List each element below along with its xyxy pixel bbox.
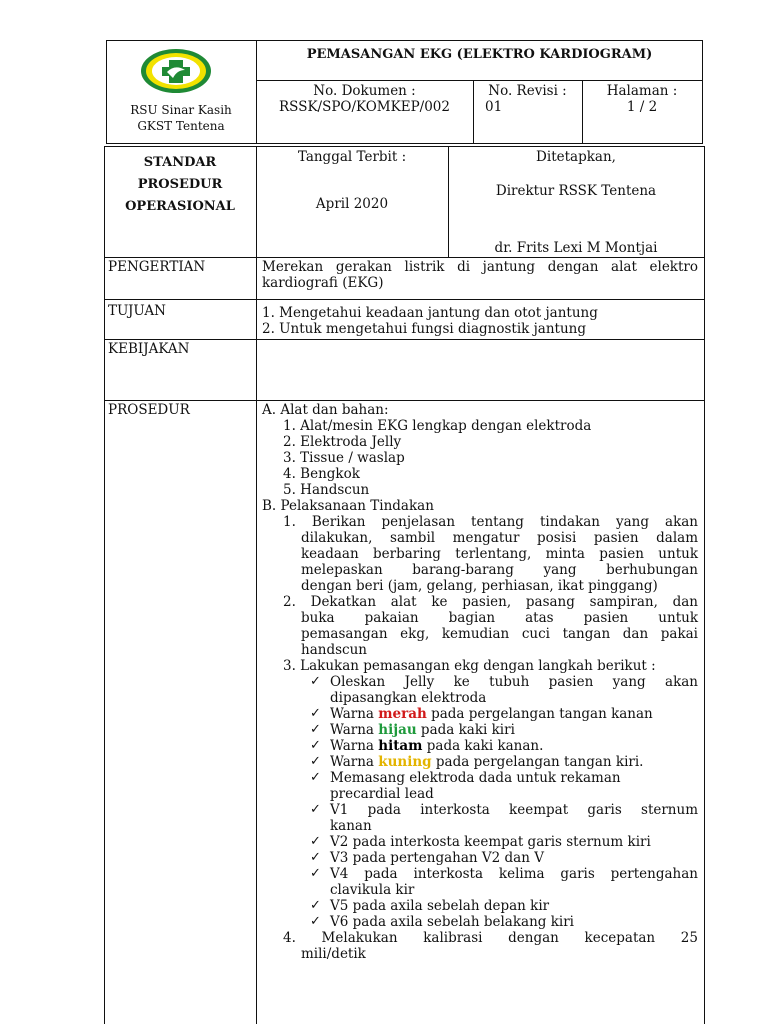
tool-item: 5. Handscun	[283, 482, 370, 498]
main-top-border	[104, 146, 705, 147]
substep-red: Warna merah pada pergelangan tangan kanan	[330, 706, 653, 722]
hospital-name: RSU Sinar Kasih	[130, 103, 232, 117]
header-top-border	[106, 40, 703, 41]
substep-v6: V6 pada axila sebelah belakang kiri	[330, 914, 574, 930]
tujuan-item: 2. Untuk mengetahui fungsi diagnostik jantung	[262, 321, 586, 337]
director-title: Direktur RSSK Tentena	[495, 183, 657, 199]
row-border-kebijakan	[104, 339, 705, 340]
established-label: Ditetapkan,	[536, 149, 616, 165]
check-icon: ✓	[310, 770, 321, 785]
check-icon: ✓	[310, 674, 321, 689]
substep-green: Warna hijau pada kaki kiri	[330, 722, 515, 738]
issue-date-value: April 2020	[315, 196, 389, 212]
step4-line: 4. Melakukan kalibrasi dengan kecepatan 25	[283, 930, 698, 946]
substep-chest-cont: precardial lead	[330, 786, 434, 802]
header-mid-border	[256, 80, 703, 81]
prosedur-label: PROSEDUR	[108, 402, 190, 418]
kebijakan-label: KEBIJAKAN	[108, 341, 190, 357]
sop-label-line1: STANDAR	[143, 155, 217, 170]
main-col-divider	[256, 146, 257, 1024]
doc-number-value: RSSK/SPO/KOMKEP/002	[279, 99, 450, 115]
check-icon: ✓	[310, 834, 321, 849]
tool-item: 1. Alat/mesin EKG lengkap dengan elektroda	[283, 418, 592, 434]
substep-v4-cont: clavikula kir	[330, 882, 415, 898]
sop-label-line3: OPERASIONAL	[125, 199, 235, 214]
header-bottom-border	[106, 143, 703, 144]
check-icon: ✓	[310, 706, 321, 721]
check-icon: ✓	[310, 898, 321, 913]
row-border-prosedur	[104, 400, 705, 401]
check-icon: ✓	[310, 722, 321, 737]
check-icon: ✓	[310, 802, 321, 817]
step4-line-cont: mili/detik	[301, 946, 366, 962]
section-b-title: B. Pelaksanaan Tindakan	[262, 498, 434, 514]
substep-v2: V2 pada interkosta keempat garis sternum kiri	[330, 834, 651, 850]
document-title: PEMASANGAN EKG (ELEKTRO KARDIOGRAM)	[306, 47, 653, 62]
tujuan-item: 1. Mengetahui keadaan jantung dan otot jantung	[262, 305, 598, 321]
step1-line: keadaan berbaring terlentang, minta pasien untuk	[301, 546, 698, 562]
step2-line: handscun	[301, 642, 367, 658]
substep-v1: V1 pada interkosta keempat garis sternum	[330, 802, 698, 818]
tool-item: 3. Tissue / waslap	[283, 450, 405, 466]
revision-value: 01	[485, 99, 503, 115]
main-left-border	[104, 146, 105, 1024]
step1-line: 1. Berikan penjelasan tentang tindakan yang akan	[283, 514, 698, 530]
revision-label: No. Revisi :	[488, 83, 567, 99]
check-icon: ✓	[310, 738, 321, 753]
substep-v5: V5 pada axila sebelah depan kir	[330, 898, 550, 914]
tool-item: 4. Bengkok	[283, 466, 360, 482]
substep-v4: V4 pada interkosta kelima garis pertengahan	[330, 866, 698, 882]
step2-line: 2. Dekatkan alat ke pasien, pasang sampiran, dan	[283, 594, 698, 610]
hospital-logo	[139, 48, 213, 94]
section-a-title: A. Alat dan bahan:	[262, 402, 389, 418]
pengertian-line2: kardiografi (EKG)	[262, 275, 384, 291]
substep-yellow: Warna kuning pada pergelangan tangan kiri.	[330, 754, 644, 770]
row-border-tujuan	[104, 299, 705, 300]
check-icon: ✓	[310, 850, 321, 865]
substep-v3: V3 pada pertengahan V2 dan V	[330, 850, 544, 866]
substep-jelly-cont: dipasangkan elektroda	[330, 690, 487, 706]
doc-number-label: No. Dokumen :	[313, 83, 416, 99]
step1-line: dengan beri (jam, gelang, perhiasan, ikat pinggang)	[301, 578, 658, 594]
substep-jelly: Oleskan Jelly ke tubuh pasien yang akan	[330, 674, 698, 690]
row-border-pengertian	[104, 257, 705, 258]
substep-black: Warna hitam pada kaki kanan.	[330, 738, 544, 754]
tujuan-label: TUJUAN	[108, 303, 166, 319]
step3-title: 3. Lakukan pemasangan ekg dengan langkah berikut :	[283, 658, 656, 674]
page-label: Halaman :	[606, 83, 678, 99]
step1-line: melepaskan barang-barang yang berhubungan	[301, 562, 698, 578]
step2-line: pemasangan ekg, kemudian cuci tangan dan pakai	[301, 626, 698, 642]
check-icon: ✓	[310, 754, 321, 769]
check-icon: ✓	[310, 914, 321, 929]
substep-chest: Memasang elektroda dada untuk rekaman	[330, 770, 621, 786]
page-value: 1 / 2	[626, 99, 658, 115]
substep-v1-cont: kanan	[330, 818, 372, 834]
sop-label-line2: PROSEDUR	[137, 177, 223, 192]
issue-date-label: Tanggal Terbit :	[297, 149, 407, 165]
pengertian-label: PENGERTIAN	[108, 259, 206, 275]
director-name: dr. Frits Lexi M Montjai	[494, 240, 658, 256]
check-icon: ✓	[310, 866, 321, 881]
tool-item: 2. Elektroda Jelly	[283, 434, 402, 450]
main-right-border	[704, 146, 705, 1024]
step1-line: dilakukan, sambil mengatur posisi pasien dalam	[301, 530, 698, 546]
hospital-subname: GKST Tentena	[137, 119, 225, 133]
step2-line: buka pakaian bagian atas pasien untuk	[301, 610, 698, 626]
pengertian-line1: Merekan gerakan listrik di jantung dengan alat elektro	[262, 259, 698, 275]
